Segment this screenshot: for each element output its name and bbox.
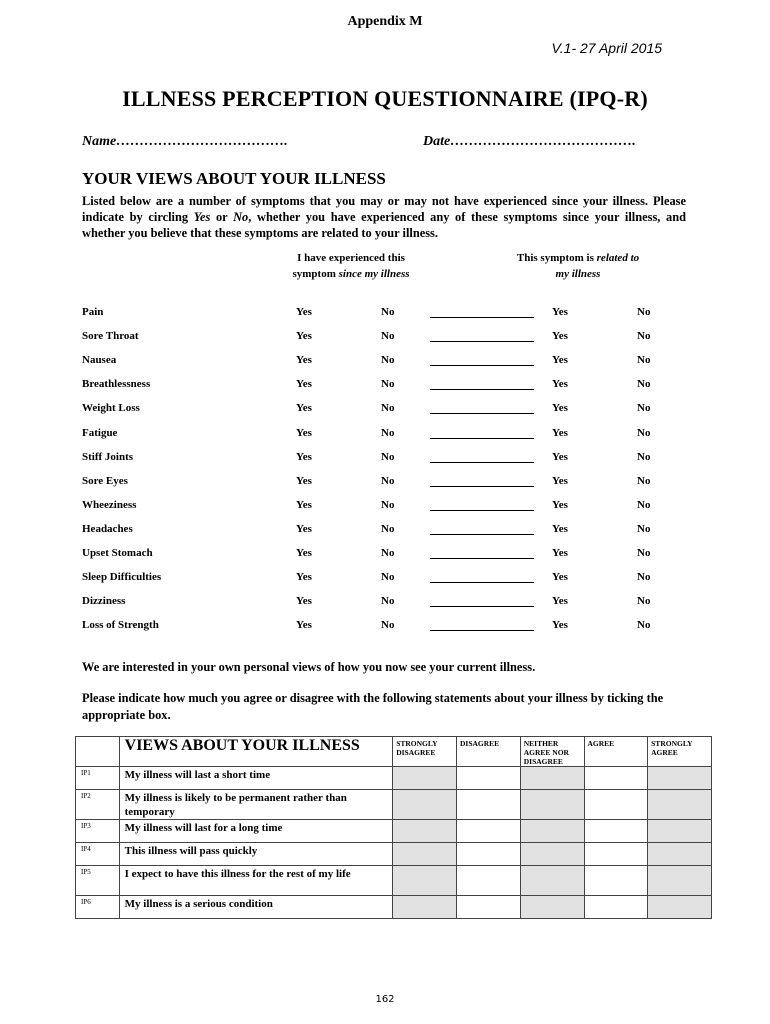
answer-checkbox[interactable] [648, 866, 712, 896]
date-field[interactable]: Date…………………………………. [423, 134, 636, 149]
statement-text: My illness will last for a long time [119, 820, 393, 843]
symptom-name: Breathlessness [82, 378, 151, 391]
experienced-no-option[interactable]: No [381, 595, 395, 608]
symptom-row [0, 523, 770, 547]
experienced-no-option[interactable]: No [381, 571, 395, 584]
blank-line [430, 365, 534, 366]
answer-header: NEITHER AGREE NOR DISAGREE [520, 737, 584, 767]
experienced-yes-option[interactable]: Yes [296, 474, 312, 487]
experienced-no-option[interactable]: No [381, 522, 395, 535]
related-yes-option[interactable]: Yes [552, 354, 568, 367]
table-row [76, 767, 712, 790]
experienced-yes-option[interactable]: Yes [296, 619, 312, 632]
symptom-name: Sore Throat [82, 330, 139, 343]
experienced-yes-option[interactable]: Yes [296, 498, 312, 511]
related-no-option[interactable]: No [637, 450, 651, 463]
symptom-row [0, 378, 770, 402]
symptom-name: Headaches [82, 522, 133, 535]
views-intro: We are interested in your own personal views of how you now see your current illness. [82, 660, 536, 674]
symptom-name: Sore Eyes [82, 474, 128, 487]
experienced-no-option[interactable]: No [381, 306, 395, 318]
related-no-option[interactable]: No [637, 378, 651, 391]
symptom-row [0, 354, 770, 378]
symptom-row [0, 475, 770, 499]
answer-checkbox[interactable] [456, 820, 520, 843]
table-title: VIEWS ABOUT YOUR ILLNESS [119, 737, 393, 767]
answer-checkbox[interactable] [520, 896, 584, 919]
symptom-row [0, 402, 770, 426]
symptom-row [0, 619, 770, 643]
column-header-experienced: I have experienced this symptom since my illness [292, 252, 410, 280]
related-no-option[interactable]: No [637, 354, 651, 367]
answer-checkbox[interactable] [520, 866, 584, 896]
symptom-name: Fatigue [82, 426, 118, 439]
blank-cell [76, 737, 120, 767]
experienced-no-option[interactable]: No [381, 498, 395, 511]
related-yes-option[interactable]: Yes [552, 306, 568, 318]
blank-line [430, 630, 534, 631]
answer-header: STRONGLY DISAGREE [393, 737, 457, 767]
experienced-no-option[interactable]: No [381, 378, 395, 391]
views-table [75, 736, 712, 919]
related-yes-option[interactable]: Yes [552, 547, 568, 559]
experienced-no-option[interactable]: No [381, 330, 395, 343]
name-field[interactable]: Name………………………………. [82, 134, 288, 149]
related-yes-option[interactable]: Yes [552, 426, 568, 439]
statement-text: My illness is likely to be permanent rather than temporary [119, 790, 393, 820]
section-heading: YOUR VIEWS ABOUT YOUR ILLNESS [82, 169, 386, 188]
table-row [76, 790, 712, 820]
experienced-yes-option[interactable]: Yes [296, 402, 312, 415]
blank-line [430, 582, 534, 583]
answer-checkbox[interactable] [584, 790, 648, 820]
column-header-related: This symptom is related to my illness [516, 252, 640, 280]
blank-line [430, 317, 534, 318]
blank-line [430, 510, 534, 511]
page-number: 162 [375, 994, 395, 1005]
experienced-yes-option[interactable]: Yes [296, 595, 312, 608]
answer-checkbox[interactable] [584, 767, 648, 790]
views-table-header [76, 737, 712, 767]
symptom-row [0, 499, 770, 523]
symptom-name: Dizziness [82, 595, 126, 608]
version-label: V.1- 27 April 2015 [551, 40, 662, 56]
answer-checkbox[interactable] [584, 866, 648, 896]
answer-header: STRONGLY AGREE [648, 737, 712, 767]
experienced-no-option[interactable]: No [381, 426, 395, 439]
related-no-option[interactable]: No [637, 547, 651, 559]
experienced-yes-option[interactable]: Yes [296, 571, 312, 584]
related-yes-option[interactable]: Yes [552, 474, 568, 487]
experienced-yes-option[interactable]: Yes [296, 378, 312, 391]
blank-line [430, 341, 534, 342]
experienced-yes-option[interactable]: Yes [296, 426, 312, 439]
answer-checkbox[interactable] [520, 820, 584, 843]
related-no-option[interactable]: No [637, 402, 651, 415]
symptom-row [0, 427, 770, 451]
related-yes-option[interactable]: Yes [552, 330, 568, 343]
experienced-no-option[interactable]: No [381, 619, 395, 632]
answer-checkbox[interactable] [584, 896, 648, 919]
statement-text: This illness will pass quickly [119, 843, 393, 866]
table-row [76, 896, 712, 919]
answer-checkbox[interactable] [393, 767, 457, 790]
answer-checkbox[interactable] [520, 843, 584, 866]
experienced-yes-option[interactable]: Yes [296, 306, 312, 318]
item-id: IP1 [76, 767, 120, 790]
related-no-option[interactable]: No [637, 619, 651, 632]
symptom-row [0, 547, 770, 571]
item-id: IP6 [76, 896, 120, 919]
related-yes-option[interactable]: Yes [552, 498, 568, 511]
experienced-yes-option[interactable]: Yes [296, 522, 312, 535]
blank-line [430, 413, 534, 414]
answer-checkbox[interactable] [584, 843, 648, 866]
answer-checkbox[interactable] [648, 790, 712, 820]
related-yes-option[interactable]: Yes [552, 571, 568, 584]
answer-header: AGREE [584, 737, 648, 767]
symptom-row [0, 306, 770, 330]
answer-checkbox[interactable] [393, 843, 457, 866]
answer-checkbox[interactable] [456, 866, 520, 896]
item-id: IP2 [76, 790, 120, 820]
answer-checkbox[interactable] [393, 790, 457, 820]
symptom-row [0, 595, 770, 619]
experienced-no-option[interactable]: No [381, 354, 395, 367]
blank-line [430, 606, 534, 607]
answer-checkbox[interactable] [456, 767, 520, 790]
symptom-name: Wheeziness [82, 498, 137, 511]
item-id: IP4 [76, 843, 120, 866]
symptom-row [0, 571, 770, 595]
related-yes-option[interactable]: Yes [552, 595, 568, 608]
experienced-no-option[interactable]: No [381, 402, 395, 415]
item-id: IP3 [76, 820, 120, 843]
blank-line [430, 389, 534, 390]
symptom-name: Nausea [82, 354, 117, 367]
experienced-no-option[interactable]: No [381, 450, 395, 463]
related-no-option[interactable]: No [637, 306, 651, 318]
experienced-yes-option[interactable]: Yes [296, 330, 312, 343]
answer-checkbox[interactable] [520, 767, 584, 790]
statement-text: I expect to have this illness for the rest of my life [119, 866, 393, 896]
statement-text: My illness will last a short time [119, 767, 393, 790]
symptom-name: Loss of Strength [82, 619, 159, 632]
statement-text: My illness is a serious condition [119, 896, 393, 919]
related-no-option[interactable]: No [637, 498, 651, 511]
appendix-label: Appendix M [347, 14, 423, 29]
answer-checkbox[interactable] [393, 896, 457, 919]
answer-checkbox[interactable] [456, 896, 520, 919]
related-yes-option[interactable]: Yes [552, 378, 568, 391]
related-yes-option[interactable]: Yes [552, 619, 568, 632]
answer-header: DISAGREE [456, 737, 520, 767]
related-no-option[interactable]: No [637, 474, 651, 487]
related-yes-option[interactable]: Yes [552, 450, 568, 463]
answer-checkbox[interactable] [456, 790, 520, 820]
blank-line [430, 438, 534, 439]
experienced-yes-option[interactable]: Yes [296, 547, 312, 559]
blank-line [430, 558, 534, 559]
blank-line [430, 534, 534, 535]
related-no-option[interactable]: No [637, 426, 651, 439]
answer-checkbox[interactable] [648, 820, 712, 843]
symptom-name: Upset Stomach [82, 547, 153, 559]
instructions: Listed below are a number of symptoms that you may or may not have experienced since your illness. Please indicate by circling Yes or No, whether you have experienced any of these symptoms since your illness, and whether you believe that these symptoms are related to your illness. [82, 194, 687, 240]
answer-checkbox[interactable] [393, 866, 457, 896]
experienced-yes-option[interactable]: Yes [296, 354, 312, 367]
page-title: ILLNESS PERCEPTION QUESTIONNAIRE (IPQ-R) [122, 86, 648, 111]
blank-line [430, 486, 534, 487]
related-no-option[interactable]: No [637, 522, 651, 535]
answer-checkbox[interactable] [456, 843, 520, 866]
blank-line [430, 462, 534, 463]
related-yes-option[interactable]: Yes [552, 522, 568, 535]
answer-checkbox[interactable] [584, 820, 648, 843]
related-no-option[interactable]: No [637, 330, 651, 343]
experienced-no-option[interactable]: No [381, 547, 395, 559]
views-instructions: Please indicate how much you agree or disagree with the following statements about your illness by ticking the appropriate box. [82, 691, 664, 722]
symptom-row [0, 330, 770, 354]
answer-checkbox[interactable] [520, 790, 584, 820]
answer-checkbox[interactable] [393, 820, 457, 843]
experienced-yes-option[interactable]: Yes [296, 450, 312, 463]
table-row [76, 843, 712, 866]
answer-checkbox[interactable] [648, 896, 712, 919]
symptom-name: Sleep Difficulties [82, 571, 162, 584]
related-yes-option[interactable]: Yes [552, 402, 568, 415]
symptom-name: Weight Loss [82, 402, 140, 415]
symptom-name: Pain [82, 306, 104, 318]
table-row [76, 866, 712, 896]
answer-checkbox[interactable] [648, 767, 712, 790]
experienced-no-option[interactable]: No [381, 474, 395, 487]
item-id: IP5 [76, 866, 120, 896]
symptom-name: Stiff Joints [82, 450, 134, 463]
symptom-row [0, 451, 770, 475]
table-row [76, 820, 712, 843]
related-no-option[interactable]: No [637, 595, 651, 608]
answer-checkbox[interactable] [648, 843, 712, 866]
related-no-option[interactable]: No [637, 571, 651, 584]
